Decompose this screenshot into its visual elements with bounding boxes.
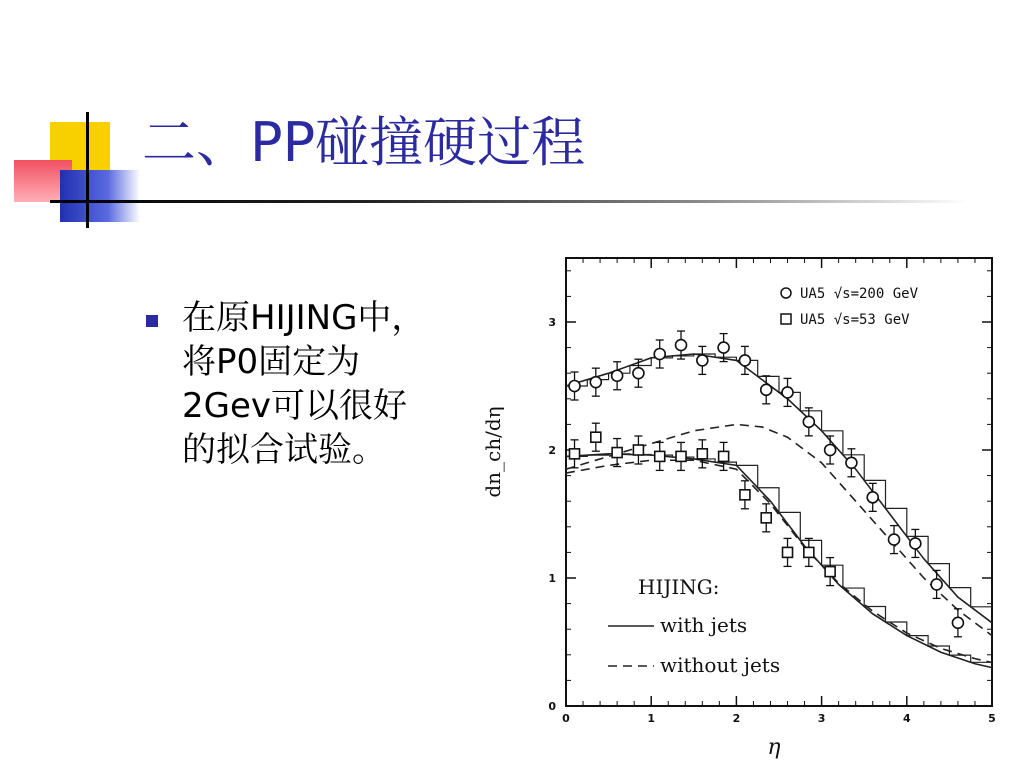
legend-title: HIJING: (638, 575, 720, 599)
y-tick-label: 2 (548, 444, 556, 457)
legend-label: UA5 √s=53 GeV (800, 312, 910, 328)
x-tick-label: 0 (562, 712, 570, 725)
data-point-square (633, 445, 643, 455)
title-underline (50, 200, 970, 203)
data-point-circle (825, 445, 836, 456)
data-point-circle (867, 492, 878, 503)
x-tick-label: 2 (732, 712, 741, 725)
data-point-square (740, 490, 750, 500)
data-point-square (591, 432, 601, 442)
bullet-line: 将P0固定为 (182, 342, 361, 382)
data-point-circle (952, 617, 963, 628)
legend-label: without jets (660, 653, 781, 677)
y-tick-label: 1 (548, 572, 556, 585)
data-point-circle (782, 387, 793, 398)
data-point-square (825, 567, 835, 577)
data-point-circle (569, 381, 580, 392)
data-point-circle (676, 340, 687, 351)
decor-vertical-line (86, 112, 89, 228)
x-axis-label: η (767, 735, 781, 760)
data-point-square (804, 547, 814, 557)
legend-label: UA5 √s=200 GeV (800, 286, 919, 302)
y-tick-label: 3 (548, 316, 556, 329)
bullet-line: 的拟合试验。 (182, 430, 386, 470)
data-point-circle (654, 349, 665, 360)
data-point-circle (612, 370, 623, 381)
x-tick-label: 3 (817, 712, 826, 725)
data-point-circle (910, 538, 921, 549)
decor-blue-square (60, 170, 140, 222)
dn-deta-chart (470, 246, 1010, 766)
data-point-circle (718, 342, 729, 353)
histogram-step (566, 354, 992, 607)
data-point-circle (846, 457, 857, 468)
y-axis-label: dn_ch/dη (481, 406, 505, 498)
data-point-circle (633, 368, 644, 379)
data-point-circle (931, 579, 942, 590)
data-point-square (570, 449, 580, 459)
x-tick-label: 4 (902, 712, 911, 725)
legend-marker-circle (781, 288, 791, 298)
bullet-square-icon (146, 315, 158, 327)
data-point-square (761, 513, 771, 523)
data-point-square (783, 547, 793, 557)
bullet-text (182, 296, 482, 472)
data-point-square (676, 451, 686, 461)
data-point-circle (889, 534, 900, 545)
data-point-square (719, 451, 729, 461)
legend-marker-square (781, 314, 791, 324)
legend-label: with jets (660, 613, 748, 637)
data-point-square (655, 451, 665, 461)
bullet-line: 2Gev可以很好 (182, 386, 408, 426)
data-point-circle (803, 416, 814, 427)
data-point-circle (761, 384, 772, 395)
data-point-circle (739, 355, 750, 366)
data-point-square (612, 448, 622, 458)
data-point-circle (590, 377, 601, 388)
data-point-square (697, 449, 707, 459)
x-tick-label: 5 (988, 712, 996, 725)
slide-title: 二、PP碰撞硬过程 (142, 111, 586, 174)
bullet-line: 在原HIJING中， (182, 298, 426, 338)
y-tick-label: 0 (548, 700, 556, 713)
curve-dashed (566, 424, 992, 635)
x-tick-label: 1 (647, 712, 656, 725)
data-point-circle (697, 355, 708, 366)
